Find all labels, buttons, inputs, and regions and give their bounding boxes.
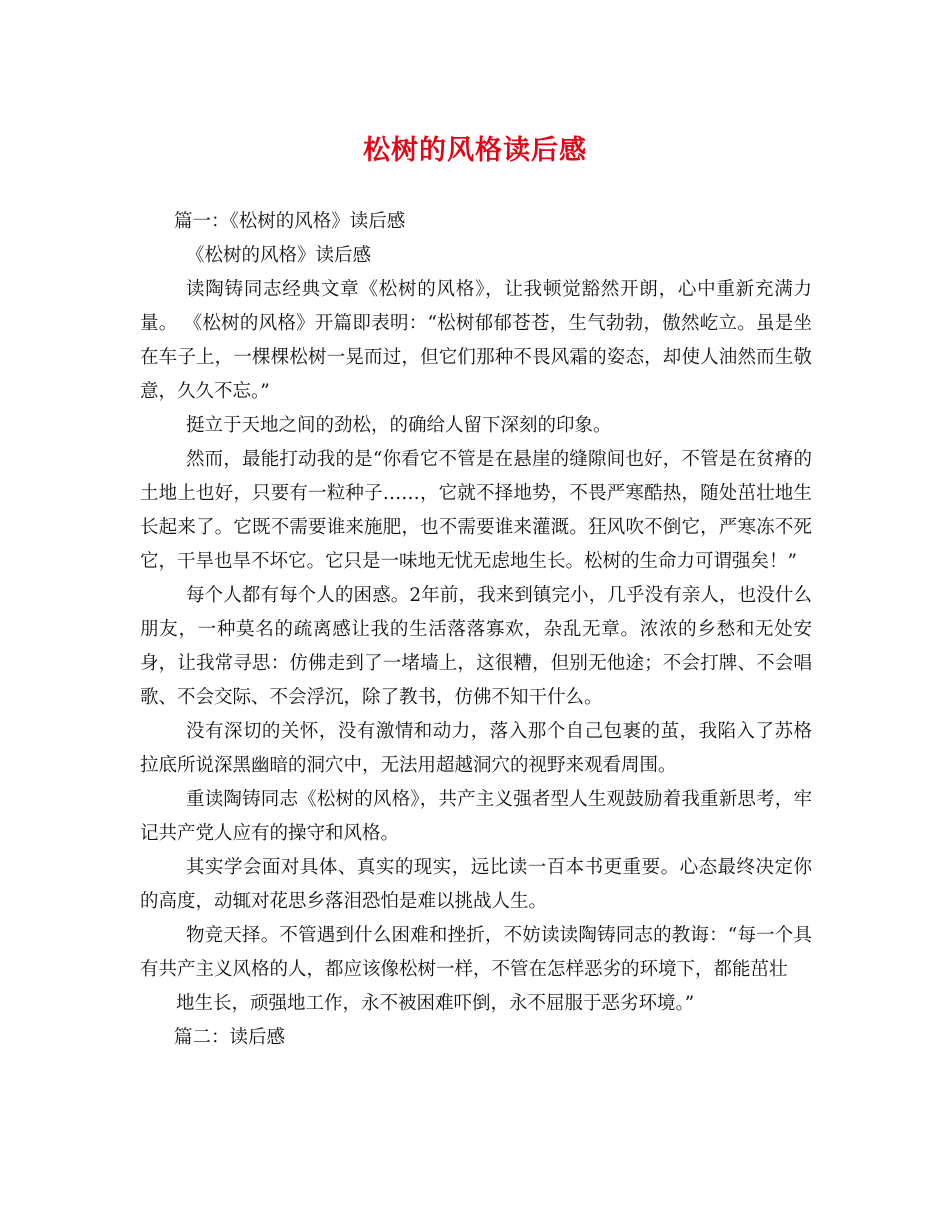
article-heading: 《松树的风格》读后感 xyxy=(186,245,372,266)
paragraph: 挺立于天地之间的劲松，的确给人留下深刻的印象。 xyxy=(186,415,612,436)
document-body xyxy=(140,205,812,1055)
paragraph: 然而，最能打动我的是“你看它不管是在悬崖的缝隙间也好，不管是在贫瘠的土地上也好，只要有一粒种子……，它就不择地势，不畏严寒酷热，随处茁壮地生长起来了。它既不需要谁来施肥，也不需要谁来灌溉。狂风吹不倒它，严寒冻不死它，干旱也旱不坏它。它只是一味地无忧无虑地生长。松树的生命力可谓强矣！” xyxy=(140,449,812,572)
paragraph: 没有深切的关怀，没有激情和动力，落入那个自己包裹的茧，我陷入了苏格拉底所说深黑幽暗的洞穴中，无法用超越洞穴的视野来观看周围。 xyxy=(140,721,812,776)
paragraph: 每个人都有每个人的困惑。2年前，我来到镇完小，几乎没有亲人，也没什么朋友，一种莫名的疏离感让我的生活落落寡欢，杂乱无章。浓浓的乡愁和无处安身，让我常寻思：仿佛走到了一堵墙上，这很糟，但别无他途；不会打牌、不会唱歌、不会交际、不会浮沉，除了教书，仿佛不知干什么。 xyxy=(140,585,812,708)
section-heading-1: 篇一：《松树的风格》读后感 xyxy=(174,211,406,232)
paragraph-continuation: 地生长，顽强地工作，永不被困难吓倒，永不屈服于恶劣环境。” xyxy=(176,993,695,1014)
section-heading-2: 篇二：读后感 xyxy=(174,1027,286,1048)
paragraph: 重读陶铸同志《松树的风格》，共产主义强者型人生观鼓励着我重新思考，牢记共产党人应有的操守和风格。 xyxy=(140,789,812,844)
paragraph: 物竞天择。不管遇到什么困难和挫折，不妨读读陶铸同志的教诲：“每一个具有共产主义风格的人，都应该像松树一样，不管在怎样恶劣的环境下，都能茁壮 xyxy=(140,925,812,980)
document-title: 松树的风格读后感 xyxy=(363,135,587,166)
paragraph: 读陶铸同志经典文章《松树的风格》，让我顿觉豁然开朗，心中重新充满力量。 《松树的风格》开篇即表明：“松树郁郁苍苍，生气勃勃，傲然屹立。虽是坐在车子上，一棵棵松树一晃而过，但它们那种不畏风霜的姿态，却使人油然而生敬意，久久不忘。” xyxy=(140,279,812,402)
paragraph: 其实学会面对具体、真实的现实，远比读一百本书更重要。心态最终决定你的高度，动辄对花思乡落泪恐怕是难以挑战人生。 xyxy=(140,857,812,912)
